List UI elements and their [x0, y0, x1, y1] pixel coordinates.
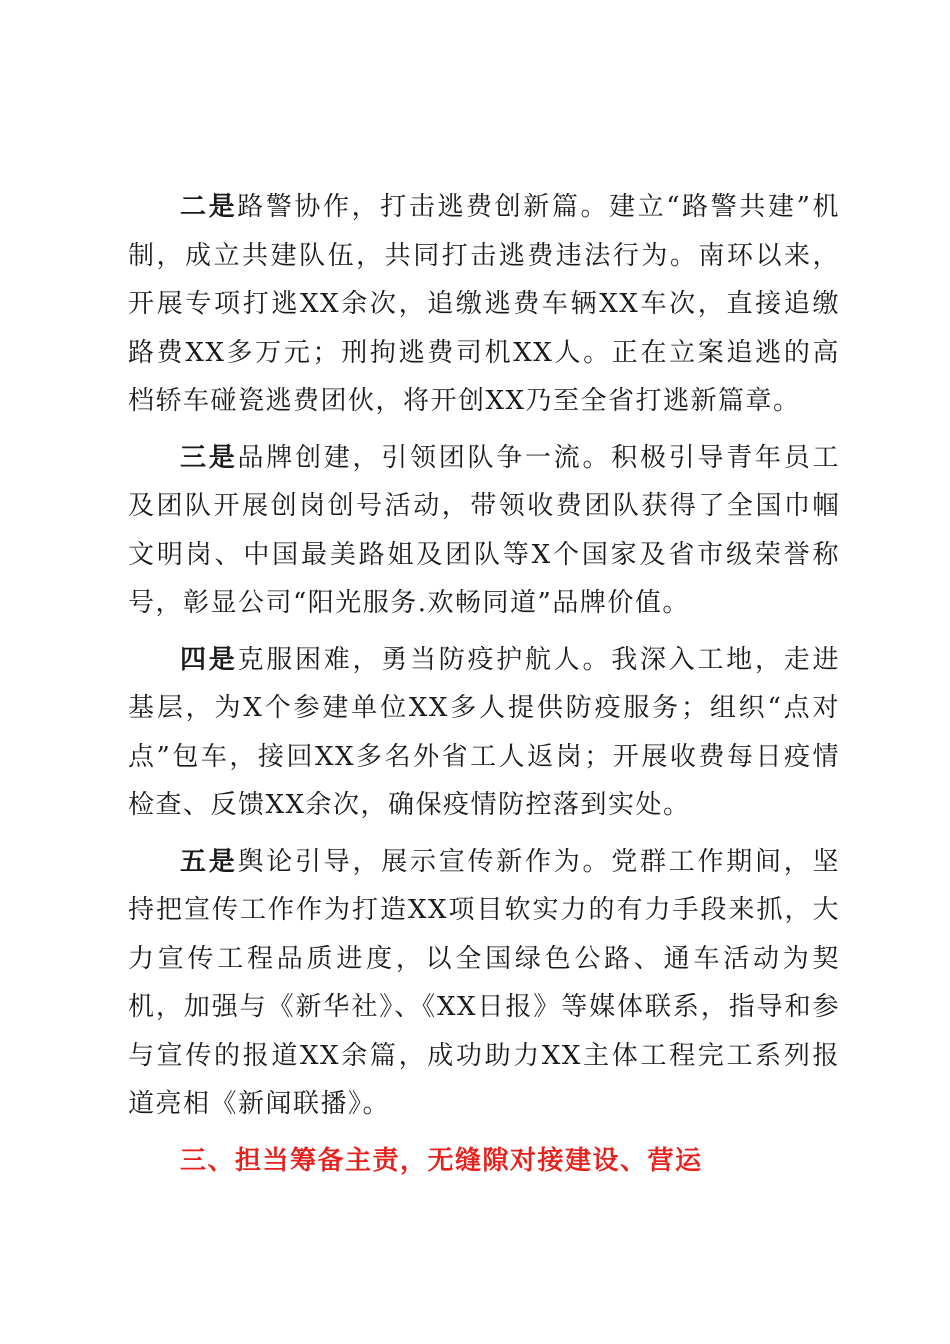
paragraph-lead: 四是: [180, 644, 238, 675]
paragraph-lead: 二是: [180, 192, 238, 222]
paragraph-epidemic-prevention: [128, 636, 840, 830]
paragraph-road-police-cooperation: [128, 183, 840, 426]
document-body: [128, 183, 840, 1185]
paragraph-brand-building: [128, 434, 840, 628]
paragraph-publicity: [128, 838, 840, 1129]
paragraph-lead: 三是: [180, 442, 238, 473]
paragraph-text: 舆论引导，展示宣传新作为。党群工作期间，坚持把宣传工作作为打造XX项目软实力的有力手段来抓，大力宣传工程品质进度，以全国绿色公路、通车活动为契机，加强与《新华社》、《XX日报》等媒体联系，指导和参与宣传的报道XX余篇，成功助力XX主体工程完工系列报道亮相《新闻联播》。: [128, 846, 840, 1119]
section-heading: 三、担当筹备主责，无缝隙对接建设、营运: [180, 1145, 703, 1176]
paragraph-text: 品牌创建，引领团队争一流。积极引导青年员工及团队开展创岗创号活动，带领收费团队获得了全国巾帼文明岗、中国最美路姐及团队等X个国家及省市级荣誉称号，彰显公司“阳光服务.欢畅同道”品牌价值。: [128, 442, 840, 618]
paragraph-lead: 五是: [180, 846, 238, 877]
paragraph-text: 路警协作，打击逃费创新篇。建立“路警共建”机制，成立共建队伍，共同打击逃费违法行为。南环以来，开展专项打逃XX余次，追缴逃费车辆XX车次，直接追缴路费XX多万元；刑拘逃费司机XX人。正在立案追逃的高档轿车碰瓷逃费团伙，将开创XX乃至全省打逃新篇章。: [128, 192, 840, 416]
paragraph-text: 克服困难，勇当防疫护航人。我深入工地，走进基层，为X个参建单位XX多人提供防疫服务；组织“点对点”包车，接回XX多名外省工人返岗；开展收费每日疫情检查、反馈XX余次，确保疫情防控落到实处。: [128, 644, 840, 820]
